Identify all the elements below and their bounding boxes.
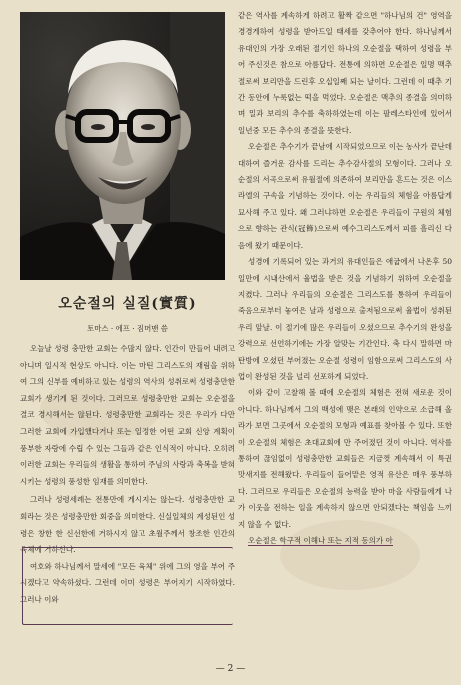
body-paragraph: 성경에 기록되어 있는 과거의 유대인들은 애굽에서 나온후 50일만에 시내산에서 율법을 받은 것을 기념하기 위하여 오순절을 지켰다. 그러나 우리들의 오순절은 그리스도를 통하여 우리들이 죽음으로부터 놓여은 날과 성령으로 출저됨으로써 율법이 성취된 우리 앞날. 이 절기에 많은 우리들이 오셨으므로 추수기의 완성을 강력으로 선언하기에는 가장 알맞는 기간인다. 축 다시 말하면 마탄방에 오셨던 부어졌는 오순절 성령이 임함으로써 그리스도의 사업이 완성된 것을 널리 선포하게 되었다. xyxy=(238,257,452,381)
body-paragraph: 이와 같이 고찰해 볼 때에 오순절의 체험은 전혀 새로운 것이 아니다. 하나님께서 그의 백성에 맺은 본래의 인약으로 소급해 올라가 보면 그곳에서 오순절의 모형과 예표를 찾아볼 수 있다. 또한 이 오순절의 체험은 초대교회에 만 주어졌던 것이 아니다. 역사를 통하여 끊임없이 성령충만한 교회들은 지금껏 계속해서 이 특권 맛새지를 전해왔다. 우리들이 들어맡은 영적 유산은 매우 풍부하다. 그러므로 우리들은 오순절의 능력을 받아 마을 사람들에게 나가 이웃을 전하는 일을 계속하지 않으면 안되겠다는 책임을 느끼지 않을 수 없다. xyxy=(238,388,452,529)
body-paragraph: 같은 역사를 계속하게 하려고 활짝 같으면 "하나님의 건" 영역을 경경게하여 성령을 받아드일 태세를 갖추어야 한다. 하나님께서 유대인의 가장 오래된 절기인 하나의 오순절을 택하여 성령을 부어 주신것은 참으로 아름답다. 전통에 의하면 오순절은 일명 맥추절로써 보리만을 드린후 오십일째 되는 날이다. 그런데 이 때추 기간 동안에 누룩없는 떡을 먹었다. 오순절은 맥추의 종결을 의미하며 밀과 보리의 추수를 축하하였는데 이는 팔레스타인에 있어서 일년중 모든 추수의 종결을 뜻한다. xyxy=(238,11,452,135)
portrait-illustration xyxy=(20,12,225,280)
body-paragraph: 오순절은 추수기가 끝남에 시작되었으므로 이는 농사가 끝난데 대하여 즐거운 감사를 드리는 추수감사절의 모형이다. 그러나 오순절의 서곡으로써 유월절에 의존하여 보리만을 흔드는 것은 이스라엘의 구속을 기념하는 것이다. 이는 우리들의 체험을 아름답게 묘사해 주고 있다. 왜 그러냐하면 오순절은 우리들이 구원의 체험으로 향하는 관식(冠飾)으로써 예수그리스도께서 피를 흘리신 다음에 왔기 때문이다. xyxy=(238,142,452,250)
portrait-photo xyxy=(20,12,225,280)
right-column xyxy=(238,8,452,549)
underlined-paragraph xyxy=(238,533,452,549)
underlined-text: 오순절은 학구적 이해나 또는 지적 동의가 아 xyxy=(248,536,393,545)
highlighted-paragraph: 그러나 성령세례는 전통만에 게시지는 않는다. 성령충만한 교회라는 것은 성령충만한 회중을 의미한다. 신실일체의 계성된인 성령은 창한 한 신선한에 거하시지 않고 초월주께서 창조한 인간의 육체에 거하신다. xyxy=(20,495,235,555)
page-number: — 2 — xyxy=(215,664,246,674)
body-paragraph: 여호와 하나님께서 말세에 "모든 육체" 위에 그의 영을 부어 주시겠다고 약속하셨다. 그런데 이미 성령은 부어지기 시작하였다. 그러나 이와 xyxy=(20,561,235,604)
body-paragraph: 오늘날 성령 충만한 교회는 수많지 않다. 인간이 만들어 내려고 아니며 일시적 현상도 아니다. 이는 마틴 그리스도의 재림을 위하여 그의 신부를 예비하고 있는 성령의 역사의 성취로써 성령충만한 교회가 생기게 된 것이다. 그러므로 성령충만한 교회는 오순절을 결코 경시해서는 않된다. 성령충만한 교회라는 것은 우리가 다만 그러한 교회에 가입했다거나 또는 일정한 어떤 교회 신앙 계획이 풍부한 자랑에 수립 수 있는 그들과 같은 인식적이 아니다. 오히려 이러한 교회는 우리들의 생활을 통하여 주님의 사랑과 축복을 받혀시키는 성령의 풍성한 임재를 의미한다. xyxy=(20,344,235,486)
handwritten-bracket-mark xyxy=(22,547,233,625)
article-title: 오순절의 실질(實質) xyxy=(58,296,197,312)
article-byline: 토마스 · 에프 · 짐머맨 씀 xyxy=(87,324,168,333)
